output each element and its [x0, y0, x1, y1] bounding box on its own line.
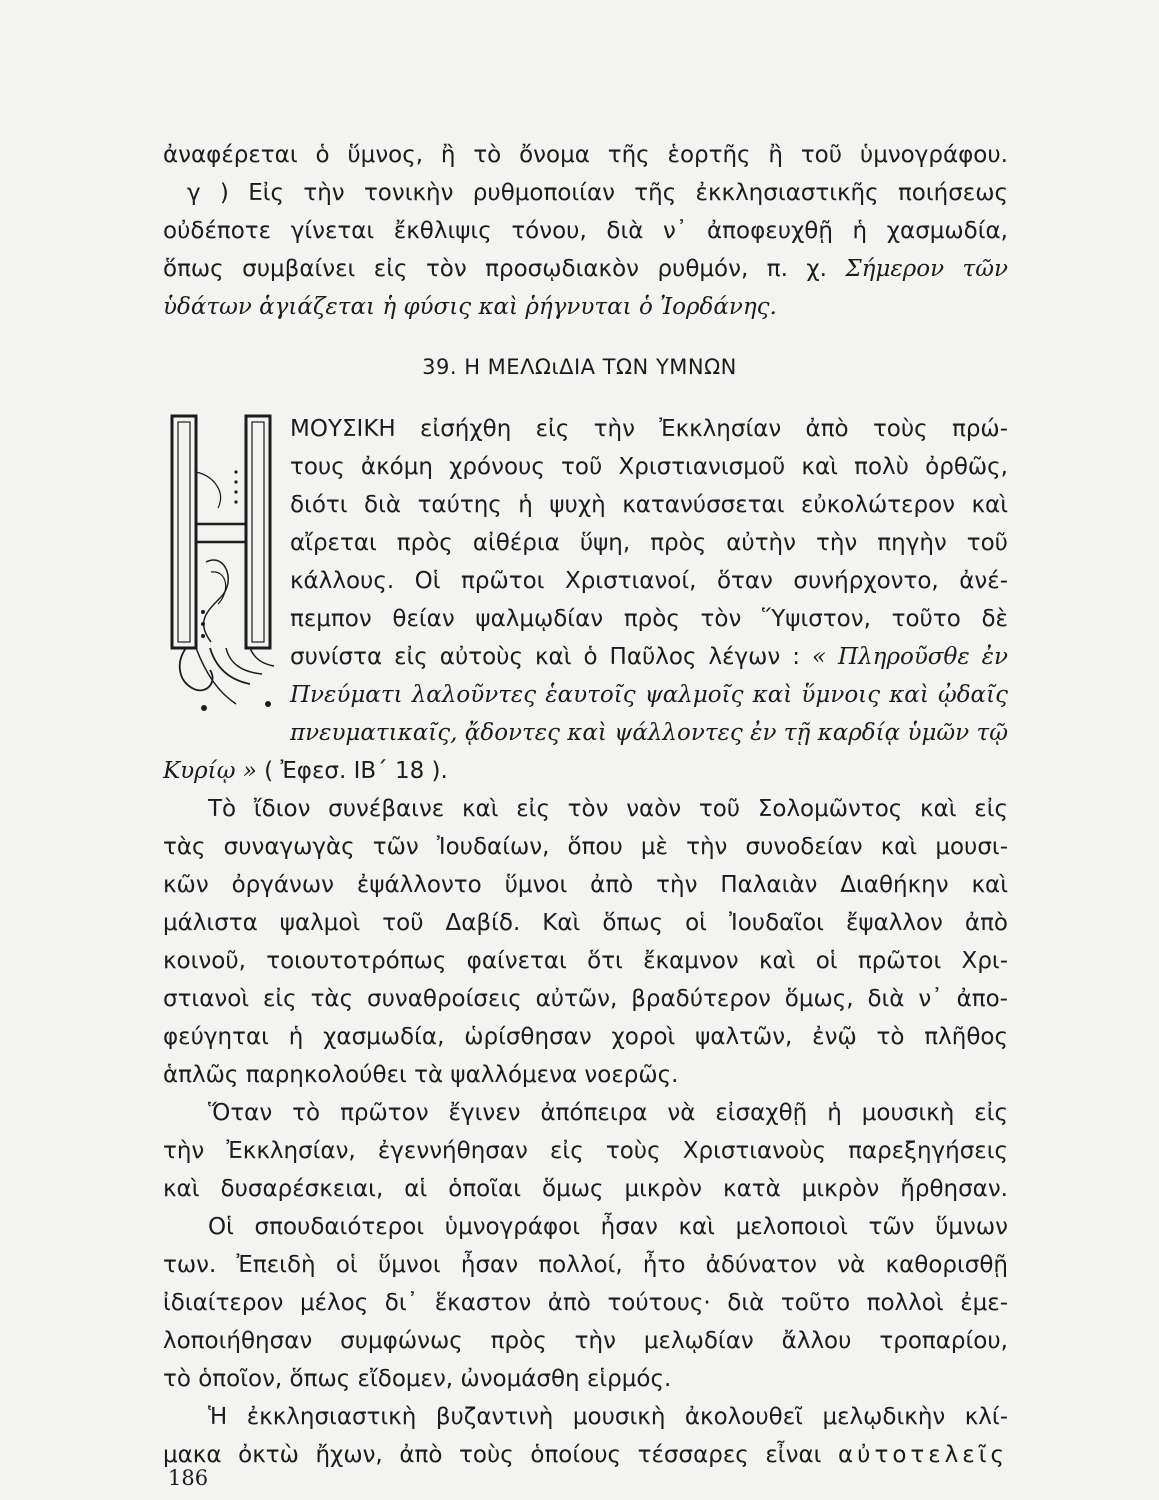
text-line: Ὅταν τὸ πρῶτον ἔγινεν ἀπόπειρα νὰ εἰσαχθῇ ἡ μουσικὴ εἰς — [208, 1100, 1008, 1126]
text-line: κάλλους. Οἱ πρῶτοι Χριστιανοί, ὅταν συνήρχοντο, ἀνέ- — [290, 568, 1008, 594]
page-number: 186 — [168, 1466, 209, 1490]
text-line: καὶ δυσαρέσκειαι, αἱ ὁποῖαι ὅμως μικρὸν κατὰ μικρὸν ἤρθησαν. — [163, 1176, 1008, 1202]
text-line: ἰδιαίτερον μέλος δι᾿ ἕκαστον ἀπὸ τούτους· διὰ τοῦτο πολλοὶ ἐμε- — [163, 1290, 1008, 1316]
italic-quote: πνευματικαῖς, ᾄδοντες καὶ ψάλλοντες ἐν τῇ καρδίᾳ ὑμῶν τῷ — [290, 720, 1008, 746]
section-heading: 39. Η ΜΕΛΩιΔΙΑ ΤΩΝ ΥΜΝΩΝ — [422, 355, 737, 379]
text-line — [163, 1438, 1008, 1472]
text-line: ΜΟΥΣΙΚΗ εἰσήχθη εἰς τὴν Ἐκκλησίαν ἀπὸ τοὺς πρώ- — [290, 416, 1008, 442]
text-line: τὰς συναγωγὰς τῶν Ἰουδαίων, ὅπου μὲ τὴν συνοδείαν καὶ μουσι- — [163, 834, 1008, 860]
text-line: ἁπλῶς παρηκολούθει τὰ ψαλλόμενα νοερῶς. — [163, 1062, 679, 1088]
text-line: πεμπον θείαν ψαλμῳδίαν πρὸς τὸν Ὕψιστον, τοῦτο δὲ — [290, 606, 1008, 632]
text-line: κῶν ὀργάνων ἐψάλλοντο ὕμνοι ἀπὸ τὴν Παλαιὰν Διαθήκην καὶ — [163, 872, 1008, 898]
text-line: λοποιήθησαν συμφώνως πρὸς τὴν μελῳδίαν ἄλλου τροπαρίου, — [163, 1328, 1008, 1354]
text-line: των. Ἐπειδὴ οἱ ὕμνοι ἦσαν πολλοί, ἦτο ἀδύνατον νὰ καθορισθῇ — [163, 1252, 1008, 1278]
italic-quote: ὑδάτων ἁγιάζεται ἡ φύσις καὶ ῥήγνυται ὁ Ἰορδάνης. — [163, 294, 777, 320]
text-line: κοινοῦ, τοιουτοτρόπως φαίνεται ὅτι ἔκαμνον καὶ οἱ πρῶτοι Χρι- — [163, 948, 1008, 974]
text-line: ἀναφέρεται ὁ ὕμνος, ἢ τὸ ὄνομα τῆς ἑορτῆς ἢ τοῦ ὑμνογράφου. — [163, 142, 1008, 168]
italic-quote: Πνεύματι λαλοῦντες ἑαυτοῖς ψαλμοῖς καὶ ὕμνοις καὶ ᾠδαῖς — [290, 682, 1008, 708]
text-line: οὐδέποτε γίνεται ἔκθλιψις τόνου, διὰ ν᾿ ἀποφευχθῇ ἡ χασμωδία, — [163, 218, 1008, 244]
citation: ( Ἐφεσ. ΙΒ΄ 18 ). — [264, 758, 448, 784]
spaced-emphasis: αὐτοτελεῖς — [838, 1442, 1009, 1468]
text-line: Οἱ σπουδαιότεροι ὑμνογράφοι ἦσαν καὶ μελοποιοὶ τῶν ὕμνων — [208, 1214, 1008, 1240]
text-segment: συνίστα εἰς αὐτοὺς καὶ ὁ Παῦλος λέγων : — [290, 644, 800, 670]
italic-quote: « Πληροῦσθε ἐν — [811, 644, 1008, 670]
text-line: αἴρεται πρὸς αἰθέρια ὕψη, πρὸς αὐτὴν τὴν πηγὴν τοῦ — [290, 530, 1008, 556]
text-line: τὸ ὁποῖον, ὅπως εἴδομεν, ὠνομάσθη εἱρμός. — [163, 1366, 672, 1392]
ornate-initial-icon — [166, 412, 278, 712]
italic-quote: Σήμερον τῶν — [845, 256, 1008, 282]
text-line — [290, 640, 1008, 674]
drop-cap — [166, 412, 278, 712]
text-line — [163, 754, 1008, 788]
text-segment: μακα ὀκτὼ ἤχων, ἀπὸ τοὺς ὁποίους τέσσαρες εἶναι — [163, 1442, 822, 1468]
text-line: φεύγηται ἡ χασμωδία, ὡρίσθησαν χοροὶ ψαλτῶν, ἐνῷ τὸ πλῆθος — [163, 1024, 1008, 1050]
text-line: μάλιστα ψαλμοὶ τοῦ Δαβίδ. Καὶ ὅπως οἱ Ἰουδαῖοι ἔψαλλον ἀπὸ — [163, 910, 1008, 936]
text-line — [163, 252, 1008, 286]
italic-quote: Κυρίῳ » — [163, 758, 257, 784]
text-line: Ἡ ἐκκλησιαστικὴ βυζαντινὴ μουσικὴ ἀκολουθεῖ μελῳδικὴν κλί- — [208, 1404, 1008, 1430]
text-line: διότι διὰ ταύτης ἡ ψυχὴ κατανύσσεται εὐκολώτερον καὶ — [290, 492, 1008, 518]
text-line: τὴν Ἐκκλησίαν, ἐγεννήθησαν εἰς τοὺς Χριστιανοὺς παρεξηγήσεις — [163, 1138, 1008, 1164]
text-line: τους ἀκόμη χρόνους τοῦ Χριστιανισμοῦ καὶ πολὺ ὀρθῶς, — [290, 454, 1008, 480]
text-segment: ὅπως συμβαίνει εἰς τὸν προσῳδιακὸν ρυθμόν, π. χ. — [163, 256, 827, 282]
text-line: στιανοὶ εἰς τὰς συναθροίσεις αὐτῶν, βραδύτερον ὅμως, διὰ ν᾿ ἀπο- — [163, 986, 1008, 1012]
text-line: γ ) Εἰς τὴν τονικὴν ρυθμοποιίαν τῆς ἐκκλησιαστικῆς ποιήσεως — [187, 180, 1008, 206]
text-line: Τὸ ἴδιον συνέβαινε καὶ εἰς τὸν ναὸν τοῦ Σολομῶντος καὶ εἰς — [208, 796, 1008, 822]
